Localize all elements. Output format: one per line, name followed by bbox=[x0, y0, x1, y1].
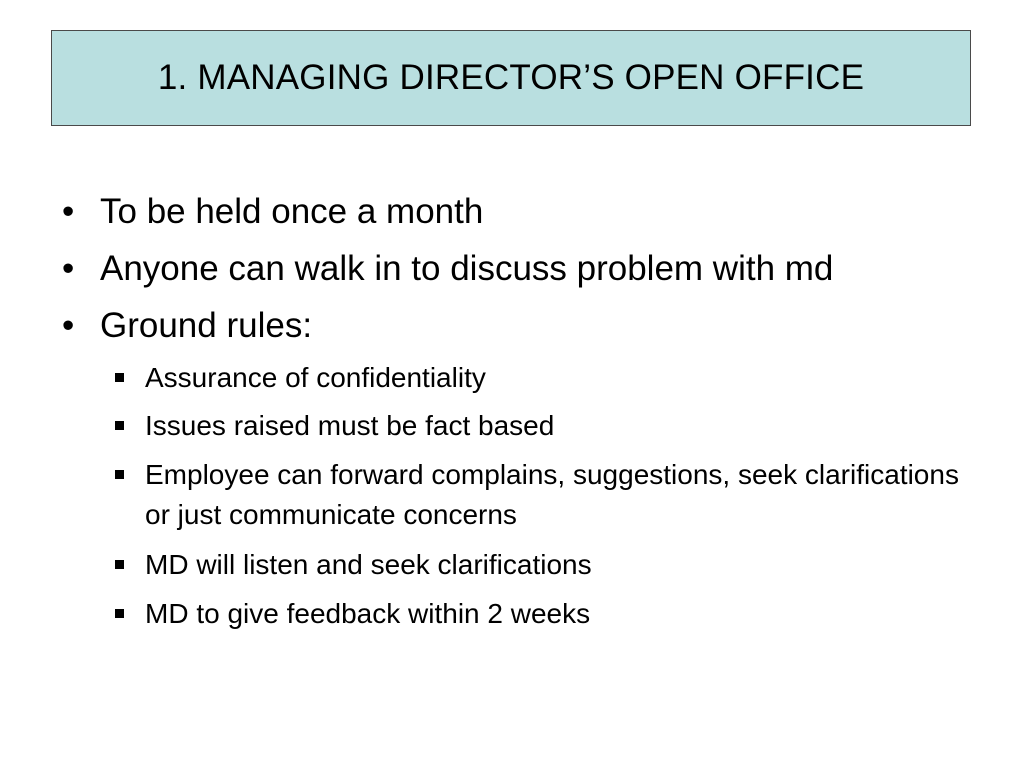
sub-bullet-item bbox=[115, 594, 965, 634]
bullet-text: To be held once a month bbox=[100, 192, 484, 231]
bullet-text: Ground rules: bbox=[100, 306, 313, 345]
sub-bullet-text: Employee can forward complains, suggestions, seek clarifications or just communicate concerns bbox=[145, 459, 959, 530]
bullet-dot-icon: • bbox=[62, 306, 75, 345]
bullet-dot-icon: • bbox=[62, 249, 75, 288]
sub-bullet-item bbox=[115, 545, 965, 585]
sub-bullet-text: Assurance of confidentiality bbox=[145, 362, 486, 393]
bullet-dot-icon: • bbox=[62, 192, 75, 231]
square-bullet-icon bbox=[115, 421, 124, 430]
bullet-item bbox=[62, 306, 312, 346]
sub-bullet-text: MD will listen and seek clarifications bbox=[145, 549, 592, 580]
sub-bullet-item bbox=[115, 358, 965, 398]
square-bullet-icon bbox=[115, 373, 124, 382]
sub-bullet-item bbox=[115, 455, 965, 535]
slide-title: 1. MANAGING DIRECTOR’S OPEN OFFICE bbox=[157, 58, 865, 97]
bullet-text: Anyone can walk in to discuss problem with md bbox=[100, 249, 834, 288]
sub-bullet-text: MD to give feedback within 2 weeks bbox=[145, 598, 591, 629]
bullet-item bbox=[62, 192, 483, 232]
square-bullet-icon bbox=[115, 560, 124, 569]
square-bullet-icon bbox=[115, 609, 124, 618]
bullet-item bbox=[62, 249, 833, 289]
sub-bullet-item bbox=[115, 406, 965, 446]
sub-bullet-text: Issues raised must be fact based bbox=[145, 410, 555, 441]
square-bullet-icon bbox=[115, 470, 124, 479]
